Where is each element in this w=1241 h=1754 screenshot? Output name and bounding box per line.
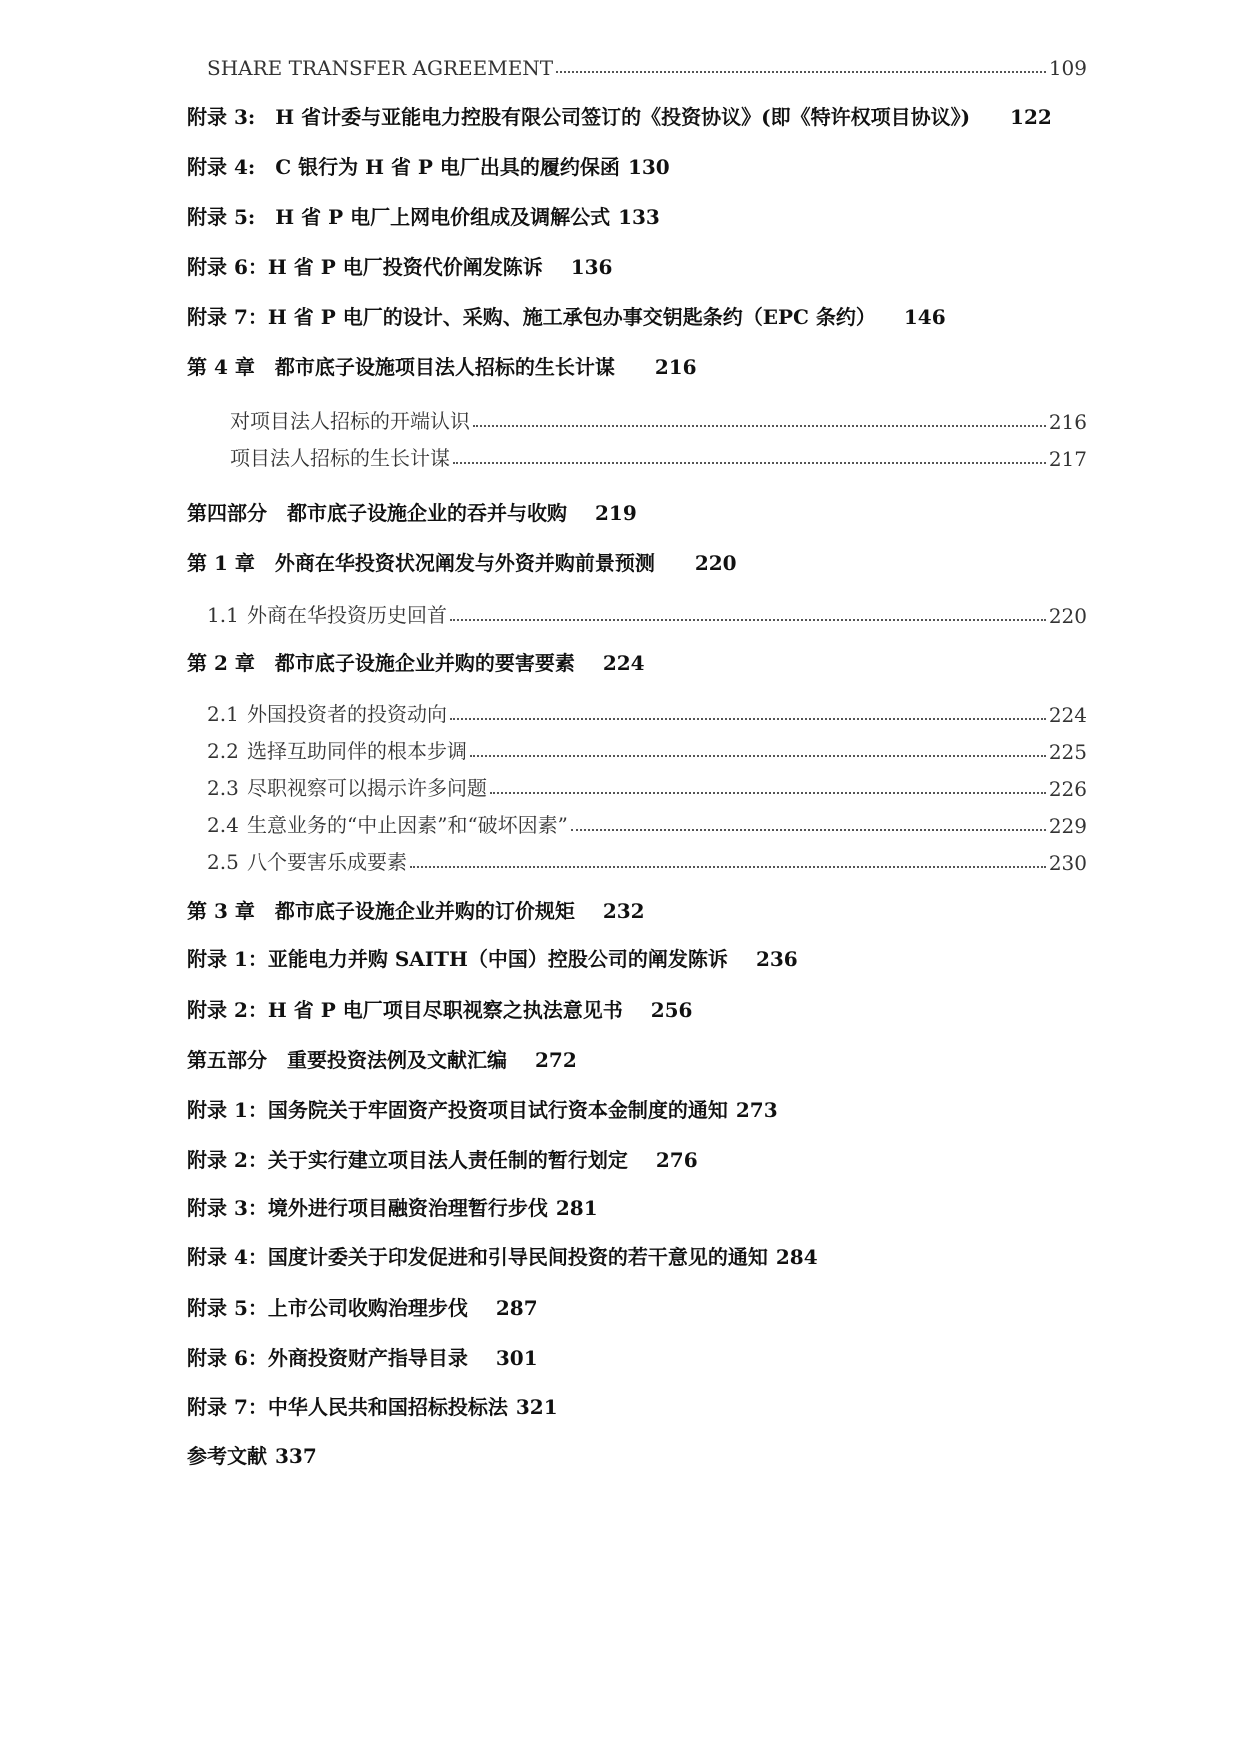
toc-heading-title: 附录 3：境外进行项目融资治理暂行步伐 — [187, 1196, 548, 1220]
toc-heading-title: 附录 4: C 银行为 H 省 P 电厂出具的履约保函 — [187, 155, 620, 179]
toc-heading-title: 附录 7：中华人民共和国招标投标法 — [187, 1395, 508, 1419]
toc-heading — [187, 201, 660, 230]
toc-heading-title: 附录 2：关于实行建立项目法人责任制的暂行划定 — [187, 1148, 628, 1172]
toc-heading-page: 146 — [903, 305, 946, 329]
toc-entry-title: 2.1 外国投资者的投资动向 — [207, 702, 447, 726]
toc-heading-title: 附录 6：外商投资财产指导目录 — [187, 1346, 468, 1370]
toc-entry-page: 230 — [1048, 851, 1087, 875]
toc-heading-page: 232 — [602, 899, 645, 923]
toc-heading-page: 337 — [275, 1444, 317, 1468]
toc-heading-title: 第五部分 重要投资法例及文献汇编 — [187, 1048, 507, 1072]
toc-heading-title: 第 2 章 都市底子设施企业并购的要害要素 — [187, 651, 575, 675]
toc-heading-page: 122 — [1010, 105, 1052, 129]
toc-heading-page: 219 — [595, 501, 637, 525]
toc-entry-title: 2.5 八个要害乐成要素 — [207, 850, 407, 874]
toc-heading-title: 第 1 章 外商在华投资状况阐发与外资并购前景预测 — [187, 551, 655, 575]
dot-leader — [450, 718, 1046, 720]
toc-heading-title: 参考文献 — [187, 1444, 267, 1468]
toc-heading — [187, 994, 692, 1023]
toc-entry — [207, 56, 1087, 80]
toc-section-number: 2.1 — [207, 702, 239, 726]
toc-entry — [207, 735, 1087, 764]
toc-heading-page: 272 — [535, 1048, 577, 1072]
toc-heading-page: 256 — [650, 998, 693, 1022]
dot-leader — [470, 755, 1046, 757]
toc-entry — [207, 846, 1087, 875]
toc-heading-page: 287 — [495, 1296, 538, 1320]
toc-heading — [187, 1044, 577, 1073]
dot-leader — [450, 619, 1046, 621]
toc-entry-page: 225 — [1048, 740, 1087, 764]
toc-heading-title: 第四部分 都市底子设施企业的吞并与收购 — [187, 501, 567, 525]
toc-heading — [187, 1440, 317, 1469]
dot-leader — [556, 71, 1046, 73]
toc-heading-title: 附录 3: H 省计委与亚能电力控股有限公司签订的《投资协议》(即《特许权项目协议》) — [187, 105, 971, 129]
toc-heading — [187, 1391, 558, 1420]
toc-section-number: 1.1 — [207, 603, 239, 627]
toc-heading — [187, 251, 612, 280]
toc-entry — [230, 442, 1087, 471]
toc-entry-title: SHARE TRANSFER AGREEMENT — [207, 56, 554, 80]
toc-entry-title: 2.2 选择互助同伴的根本步调 — [207, 739, 467, 763]
toc-heading — [187, 497, 637, 526]
toc-section-number: 2.2 — [207, 739, 239, 763]
toc-entry — [207, 599, 1087, 628]
toc-heading-page: 216 — [654, 355, 697, 379]
toc-heading-page: 136 — [570, 255, 613, 279]
toc-heading — [187, 1144, 698, 1173]
toc-entry-page: 226 — [1048, 777, 1087, 801]
toc-heading-title: 附录 2：H 省 P 电厂项目尽职视察之执法意见书 — [187, 998, 623, 1022]
toc-heading — [187, 1292, 538, 1321]
toc-heading-page: 130 — [627, 155, 670, 179]
toc-entry-title: 1.1 外商在华投资历史回首 — [207, 603, 447, 627]
toc-heading — [187, 895, 645, 924]
toc-entry-title: 2.3 尽职视察可以揭示许多问题 — [207, 776, 487, 800]
toc-entry-page: 216 — [1048, 410, 1087, 434]
toc-heading — [187, 1094, 778, 1123]
dot-leader — [473, 425, 1046, 427]
toc-entry — [207, 698, 1087, 727]
toc-section-number: 2.5 — [207, 850, 239, 874]
toc-heading — [187, 647, 645, 676]
toc-entry-page: 229 — [1048, 814, 1087, 838]
toc-entry — [230, 405, 1087, 434]
dot-leader — [410, 866, 1046, 868]
toc-heading-page: 281 — [555, 1196, 598, 1220]
toc-heading — [187, 547, 737, 576]
toc-heading-page: 284 — [775, 1245, 818, 1269]
toc-heading-title: 附录 1：亚能电力并购 SAITH（中国）控股公司的阐发陈诉 — [187, 947, 728, 971]
toc-entry-title: 对项目法人招标的开端认识 — [230, 409, 470, 433]
dot-leader — [571, 829, 1046, 831]
dot-leader — [490, 792, 1046, 794]
toc-heading — [187, 1192, 598, 1221]
toc-heading-title: 附录 7：H 省 P 电厂的设计、采购、施工承包办事交钥匙条约（EPC 条约） — [187, 305, 876, 329]
toc-heading — [187, 351, 697, 380]
toc-heading-title: 附录 1：国务院关于牢固资产投资项目试行资本金制度的通知 — [187, 1098, 728, 1122]
toc-entry-page: 220 — [1048, 604, 1087, 628]
toc-heading-page: 321 — [515, 1395, 558, 1419]
toc-heading — [187, 301, 946, 330]
toc-heading-page: 273 — [735, 1098, 778, 1122]
toc-heading — [187, 1241, 818, 1270]
toc-entry-title: 2.4 生意业务的“中止因素”和“破坏因素” — [207, 813, 568, 837]
toc-heading-title: 第 3 章 都市底子设施企业并购的订价规矩 — [187, 899, 575, 923]
toc-heading-page: 133 — [618, 205, 660, 229]
toc-entry-page: 109 — [1048, 56, 1087, 80]
toc-heading-title: 第 4 章 都市底子设施项目法人招标的生长计谋 — [187, 355, 615, 379]
toc-entry-page: 224 — [1048, 703, 1087, 727]
toc-heading — [187, 151, 670, 180]
toc-entry — [207, 772, 1087, 801]
toc-heading-title: 附录 5：上市公司收购治理步伐 — [187, 1296, 468, 1320]
toc-heading — [187, 101, 1052, 130]
toc-heading-page: 220 — [694, 551, 737, 575]
toc-entry-title: 项目法人招标的生长计谋 — [230, 446, 450, 470]
toc-heading-page: 276 — [655, 1148, 698, 1172]
toc-heading-page: 236 — [755, 947, 798, 971]
toc-heading-title: 附录 4：国度计委关于印发促进和引导民间投资的若干意见的通知 — [187, 1245, 768, 1269]
toc-heading-page: 224 — [602, 651, 645, 675]
dot-leader — [453, 462, 1046, 464]
toc-section-number: 2.4 — [207, 813, 239, 837]
toc-heading-page: 301 — [495, 1346, 538, 1370]
toc-heading — [187, 1342, 538, 1371]
toc-heading-title: 附录 6：H 省 P 电厂投资代价阐发陈诉 — [187, 255, 543, 279]
toc-heading-title: 附录 5: H 省 P 电厂上网电价组成及调解公式 — [187, 205, 611, 229]
toc-heading — [187, 943, 798, 972]
toc-entry-page: 217 — [1048, 447, 1087, 471]
toc-entry — [207, 809, 1087, 838]
toc-section-number: 2.3 — [207, 776, 239, 800]
